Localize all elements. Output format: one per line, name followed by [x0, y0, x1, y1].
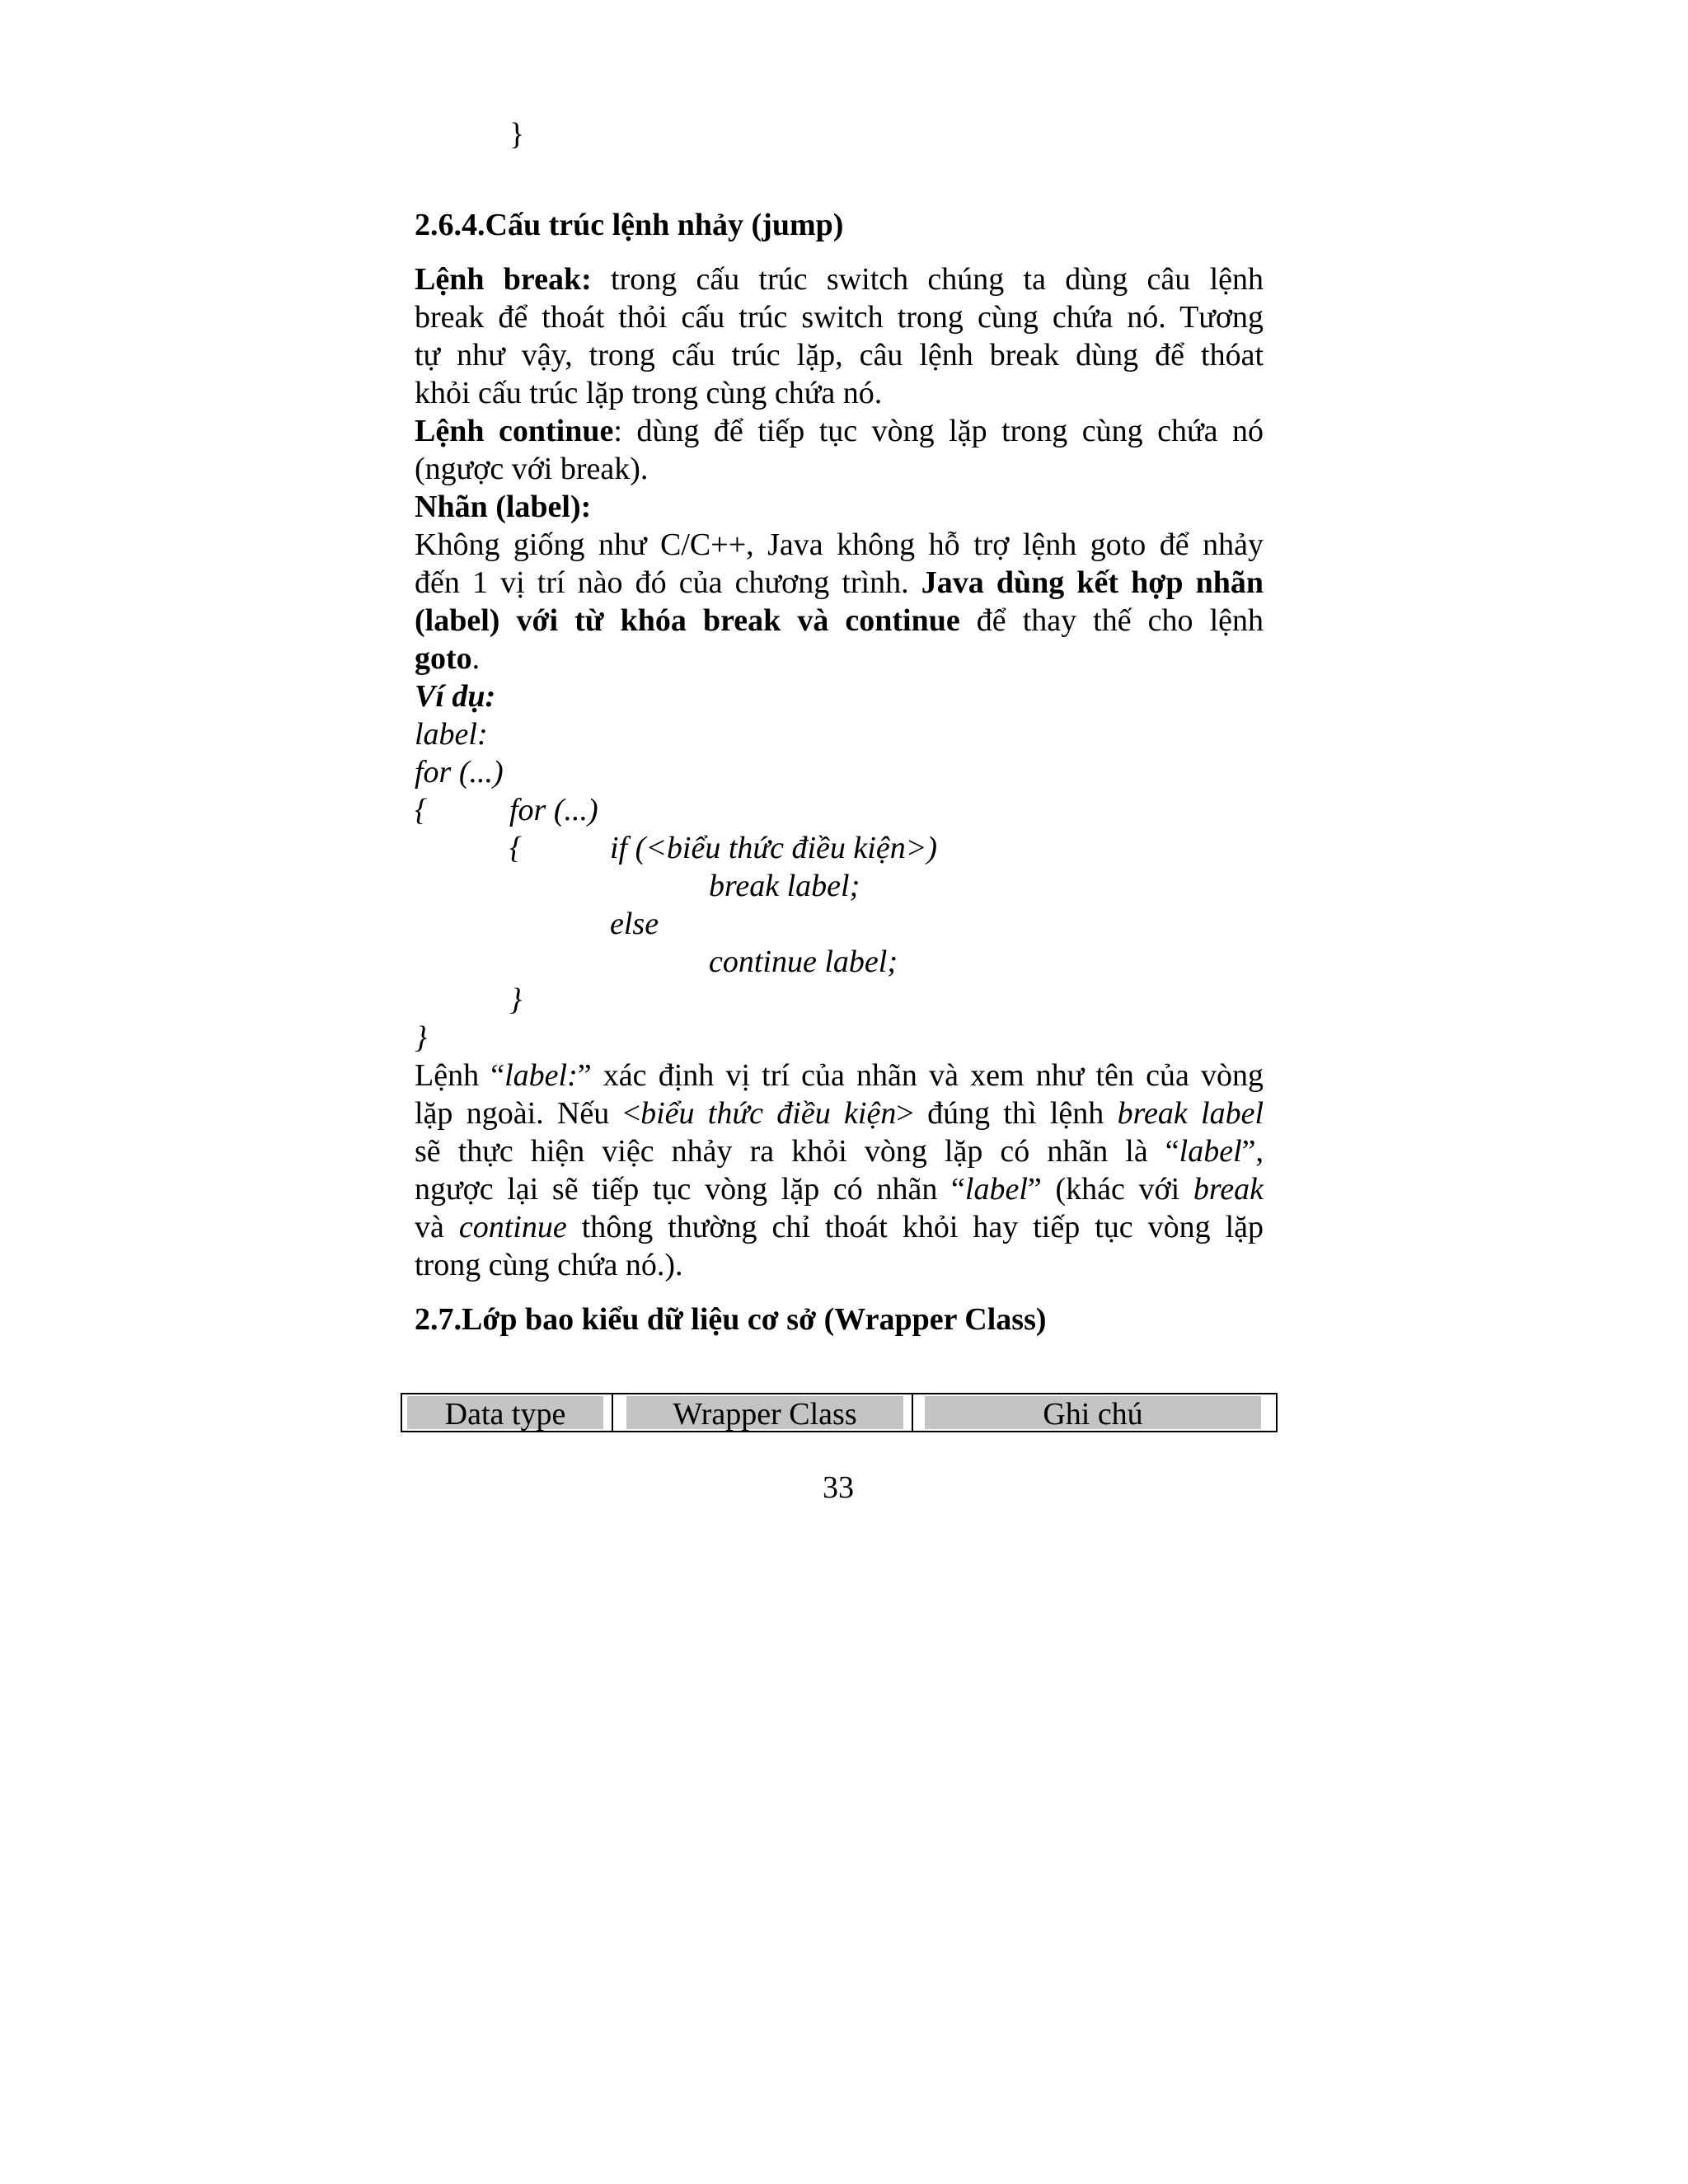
label-line-4: [415, 640, 1264, 677]
example-heading: Ví dụ:: [415, 679, 496, 714]
explain-5b: continue: [458, 1210, 567, 1244]
explain-1c: ” xác định vị trí của nhãn và xem như tên của vòng: [577, 1058, 1264, 1093]
explain-line-1: [415, 1057, 1264, 1094]
label-line-2: [415, 564, 1264, 602]
explain-2d: break label: [1117, 1096, 1264, 1131]
explain-2b: biểu thức điều kiện: [640, 1096, 897, 1131]
code-line-for-outer: for (...): [415, 755, 504, 790]
explain-line-3: [415, 1132, 1264, 1170]
code-line-break-label: break label;: [709, 869, 860, 903]
table-header-wrapper-class: Wrapper Class: [626, 1396, 903, 1429]
explain-line-2: [415, 1094, 1264, 1132]
break-line-2: break để thoát thỏi cấu trúc switch trong cùng chứa nó. Tương: [415, 300, 1264, 335]
table-header-data-type: Data type: [407, 1396, 603, 1429]
code-closing-brace: }: [509, 117, 525, 152]
continue-term: Lệnh continue: [415, 414, 614, 448]
continue-line-1: [415, 412, 1264, 450]
explain-2c: > đúng thì lệnh: [896, 1096, 1104, 1131]
explain-3a: sẽ thực hiện việc nhảy ra khỏi vòng lặp có nhãn là “: [415, 1134, 1179, 1169]
section-heading-27: 2.7.Lớp bao kiểu dữ liệu cơ sở (Wrapper Class): [415, 1302, 1047, 1337]
explain-3c: ”,: [1241, 1134, 1264, 1169]
explain-5a: và: [415, 1210, 444, 1244]
code-line-continue-label: continue label;: [709, 944, 898, 979]
explain-line-4: [415, 1170, 1264, 1208]
code-line-else: else: [610, 907, 659, 941]
explain-4a: ngược lại sẽ tiếp tục vòng lặp có nhãn “: [415, 1172, 965, 1207]
code-line-label: label:: [415, 717, 488, 752]
break-term: Lệnh break:: [415, 262, 592, 297]
break-line-1: [415, 260, 1264, 298]
table-header-ghi-chu: Ghi chú: [925, 1396, 1261, 1429]
table-divider-2: [912, 1394, 913, 1431]
explain-2a: lặp ngoài. Nếu <: [415, 1096, 641, 1131]
code-line-for-inner: for (...): [509, 793, 598, 827]
code-inner-open-brace: {: [509, 831, 523, 865]
explain-1b: label:: [504, 1058, 578, 1093]
goto-term: goto: [415, 641, 472, 676]
label-line-3: [415, 602, 1264, 640]
table-divider-1: [612, 1394, 613, 1431]
explain-5c: thông thường chỉ thoát khỏi hay tiếp tục vòng lặp: [581, 1210, 1264, 1244]
page-number: 33: [823, 1470, 854, 1505]
code-line-if: if (<biểu thức điều kiện>): [610, 831, 937, 865]
continue-line-2: (ngược với break).: [415, 452, 649, 486]
code-outer-close-brace: }: [415, 1020, 428, 1055]
wrapper-class-table: [401, 1393, 1278, 1432]
label-line-1: Không giống như C/C++, Java không hỗ trợ lệnh goto để nhảy: [415, 527, 1264, 562]
explain-3b: label: [1179, 1134, 1242, 1169]
explain-1a: Lệnh “: [415, 1058, 505, 1093]
break-line-3: tự như vậy, trong cấu trúc lặp, câu lệnh break dùng để thóat: [415, 338, 1264, 373]
label-text-3a: (label) với từ khóa break và continue: [415, 603, 960, 638]
continue-text-1: : dùng để tiếp tục vòng lặp trong cùng chứa nó: [613, 414, 1264, 448]
code-outer-open-brace: {: [415, 793, 428, 827]
label-text-2a: đến 1 vị trí nào đó của chương trình.: [415, 565, 909, 600]
label-heading: Nhãn (label):: [415, 490, 592, 524]
break-text-1: trong cấu trúc switch chúng ta dùng câu lệnh: [611, 262, 1264, 297]
label-text-4b: .: [471, 641, 481, 676]
explain-4b: label: [964, 1172, 1028, 1207]
explain-line-6: trong cùng chứa nó.).: [415, 1248, 683, 1282]
explain-4c: ” (khác với: [1027, 1172, 1180, 1207]
code-inner-close-brace: }: [509, 982, 523, 1017]
break-line-4: khỏi cấu trúc lặp trong cùng chứa nó.: [415, 376, 883, 410]
label-text-3b: để thay thế cho lệnh: [976, 603, 1264, 638]
section-heading-264: 2.6.4.Cấu trúc lệnh nhảy (jump): [415, 208, 844, 242]
explain-line-5: [415, 1208, 1264, 1246]
label-text-2b: Java dùng kết hợp nhãn: [921, 565, 1264, 600]
explain-4d: break: [1193, 1172, 1264, 1207]
